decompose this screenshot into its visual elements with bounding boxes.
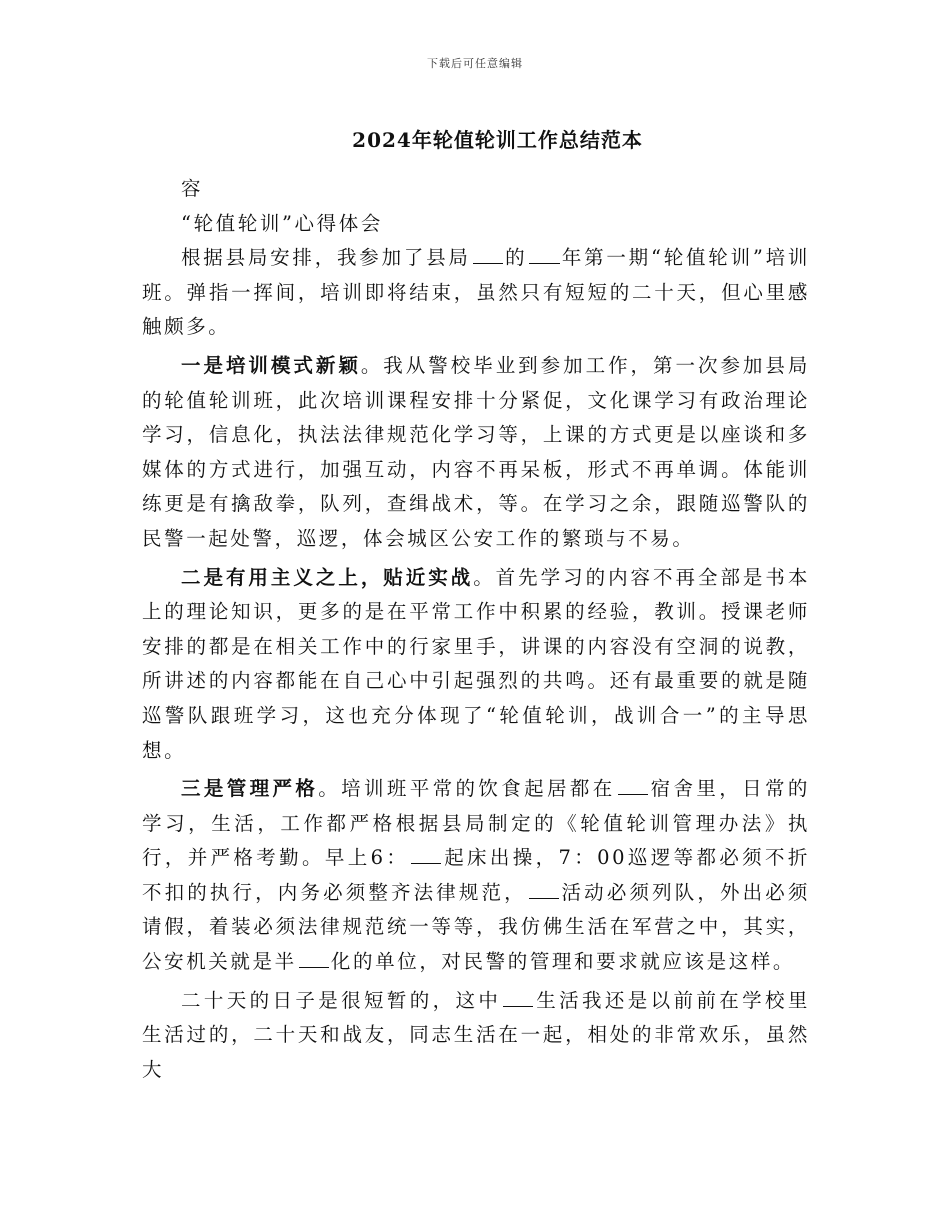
- fill-blank: [529, 246, 559, 265]
- fill-blank: [411, 846, 441, 865]
- paragraph-5-text-b: 生活我还是以前前在学校里生活过的，二十天和战友，同志生活在一起，相处的非常欢乐，虽然大: [142, 988, 810, 1081]
- fill-blank: [503, 988, 533, 1007]
- paragraph-3-heading: 二是有用主义之上，贴近实战: [181, 565, 474, 589]
- paragraph-4-heading: 三是管理严格: [181, 777, 319, 801]
- paragraph-5-text-a: 二十天的日子是很短暂的，这中: [181, 988, 502, 1012]
- fill-blank: [473, 246, 503, 265]
- paragraph-2-heading: 一是培训模式新颖: [181, 353, 361, 377]
- document-body: [142, 172, 810, 1091]
- paragraph-1-text-b: 的: [504, 246, 528, 270]
- paragraph-4: [142, 772, 810, 980]
- header-note: 下载后可任意编辑: [427, 57, 523, 70]
- paragraph-4-text-e: 化的单位，对民警的管理和要求就应该是这样。: [330, 950, 796, 974]
- paragraph-1-text-a: 根据县局安排，我参加了县局: [181, 246, 471, 270]
- fill-blank: [529, 880, 559, 899]
- paragraph-1-text-c: 年第一期“轮值轮训”培训班。弹指一挥间，培训即将结束，虽然只有短短的二十天，但心里感触颇多。: [142, 246, 811, 339]
- line-2: “轮值轮训”心得体会: [181, 211, 383, 235]
- paragraph-4-text-a: 。培训班平常的饮食起居都在: [318, 777, 616, 801]
- fill-blank: [618, 777, 648, 796]
- paragraph-5: [142, 984, 810, 1088]
- paragraph-2-text: 。我从警校毕业到参加工作，第一次参加县局的轮值轮训班，此次培训课程安排十分紧促，文化课学习有政治理论学习，信息化，执法法律规范化学习等，上课的方式更是以座谈和多媒体的方式进行，加强互动，内容不再呆板，形式不再单调。体能训练更是有擒敌拳，队列，查缉战术，等。在学习之余，跟随巡警队的民警一起处警，巡逻，体会城区公安工作的繁琐与不易。: [142, 353, 810, 550]
- paragraph-3-text: 。首先学习的内容不再全部是书本上的理论知识，更多的是在平常工作中积累的经验，教训。授课老师安排的都是在相关工作中的行家里手，讲课的内容没有空洞的说教，所讲述的内容都能在自己心中引起强烈的共鸣。还有最重要的就是随巡警队跟班学习，这也充分体现了“轮值轮训，战训合一”的主导思想。: [142, 565, 810, 762]
- paragraph-1: [142, 241, 810, 345]
- line-1: 容: [181, 177, 204, 200]
- document-title: 2024年轮值轮训工作总结范本: [352, 128, 643, 152]
- paragraph-2: [142, 349, 810, 557]
- paragraph-4-text-d: 活动必须列队，外出必须请假，着装必须法律规范统一等等，我仿佛生活在军营之中，其实，公安机关就是半: [142, 880, 810, 974]
- paragraph-3: [142, 561, 810, 769]
- paragraph-4-text-c: 起床出操，7：00巡逻等都必须不折不扣的执行，内务必须整齐法律规范，: [142, 846, 810, 904]
- paragraph-4-text-b: 宿舍里，日常的学习，生活，工作都严格根据县局制定的《轮值轮训管理办法》执行，并严格考勤。早上6：: [142, 777, 811, 870]
- fill-blank: [299, 950, 329, 969]
